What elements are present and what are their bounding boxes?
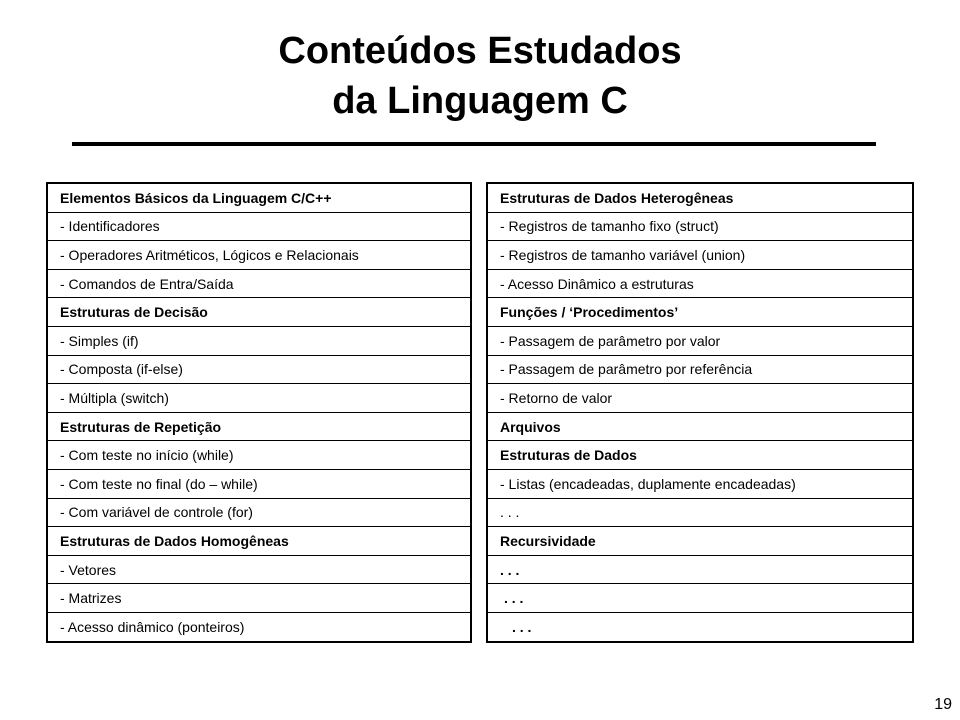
topic-item: - Comandos de Entra/Saída [47, 269, 471, 298]
topic-item: - Simples (if) [47, 326, 471, 355]
right-topics-table [486, 182, 914, 643]
topic-item: - Passagem de parâmetro por valor [487, 326, 913, 355]
topic-item: - Acesso Dinâmico a estruturas [487, 269, 913, 298]
table-row [487, 269, 913, 298]
table-row [487, 183, 913, 212]
table-row [487, 584, 913, 613]
topic-item: - Composta (if-else) [47, 355, 471, 384]
table-row [487, 612, 913, 641]
topic-item: - Acesso dinâmico (ponteiros) [60, 618, 245, 635]
table-row [47, 527, 471, 556]
topic-item: - Registros de tamanho fixo (struct) [487, 212, 913, 241]
topic-item: - Retorno de valor [487, 384, 913, 413]
topic-item: - Com teste no final (do – while) [47, 469, 471, 498]
section-heading: Estruturas de Repetição [47, 412, 471, 441]
table-row [47, 241, 471, 270]
table-row [47, 298, 471, 327]
title-underline [72, 142, 876, 146]
section-heading: Estruturas de Dados Homogêneas [47, 527, 471, 556]
table-row [47, 612, 471, 641]
table-row [47, 412, 471, 441]
table-row [47, 212, 471, 241]
topic-item: - Com teste no início (while) [47, 441, 471, 470]
section-heading: Elementos Básicos da Linguagem C/C++ [47, 183, 471, 212]
table-row [487, 241, 913, 270]
table-row [47, 384, 471, 413]
table-row [47, 469, 471, 498]
table-row [487, 355, 913, 384]
table-row [47, 584, 471, 613]
table-row [487, 212, 913, 241]
table-row [47, 498, 471, 527]
section-heading: Estruturas de Decisão [47, 298, 471, 327]
title-line-1: Conteúdos Estudados [278, 30, 682, 72]
table-row [47, 269, 471, 298]
table-row [47, 183, 471, 212]
table-row [487, 527, 913, 556]
section-heading: Estruturas de Dados Heterogêneas [487, 183, 913, 212]
section-heading: Funções / ‘Procedimentos’ [487, 298, 913, 327]
table-row [47, 355, 471, 384]
topic-item: - Registros de tamanho variável (union) [487, 241, 913, 270]
topic-item: - Múltipla (switch) [47, 384, 471, 413]
topic-item: - Com variável de controle (for) [47, 498, 471, 527]
page-number: 19 [934, 696, 952, 713]
table-row [487, 441, 913, 470]
topic-item: - Listas (encadeadas, duplamente encadeadas) [487, 469, 913, 498]
page-title [0, 26, 960, 126]
topic-item: - Matrizes [47, 584, 471, 613]
topic-item: - Passagem de parâmetro por referência [487, 355, 913, 384]
title-line-2: da Linguagem C [332, 80, 628, 122]
section-heading: Estruturas de Dados [487, 441, 913, 470]
table-row [487, 384, 913, 413]
table-row [487, 412, 913, 441]
section-heading: . . . [512, 618, 532, 635]
table-row [487, 298, 913, 327]
left-topics-table [46, 182, 472, 643]
table-row [47, 555, 471, 584]
table-row [487, 555, 913, 584]
table-row [487, 469, 913, 498]
section-heading: . . . [487, 555, 913, 584]
topic-item: - Identificadores [47, 212, 471, 241]
topic-item: - Vetores [47, 555, 471, 584]
table-row [47, 441, 471, 470]
table-row [487, 326, 913, 355]
table-row [487, 498, 913, 527]
topic-item: . . . [487, 498, 913, 527]
section-heading: Recursividade [487, 527, 913, 556]
table-row [47, 326, 471, 355]
section-heading: Arquivos [487, 412, 913, 441]
topic-item: - Operadores Aritméticos, Lógicos e Relacionais [47, 241, 471, 270]
section-heading: . . . [487, 584, 913, 613]
